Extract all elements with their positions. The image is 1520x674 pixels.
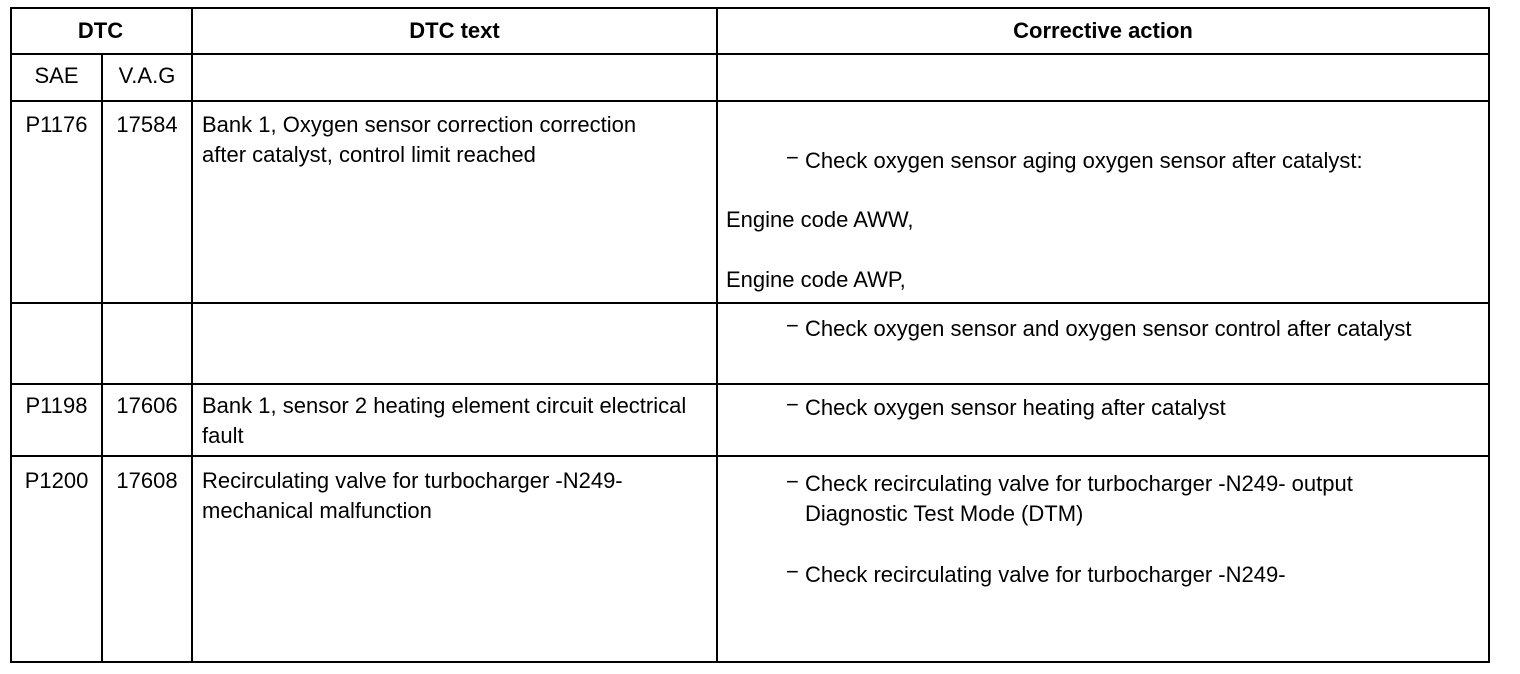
row3-action-1: Check oxygen sensor heating after catalyst: [805, 395, 1226, 420]
row1-sae: P1176: [25, 112, 88, 137]
row-divider: [10, 53, 1490, 55]
row3-vag: 17606: [116, 393, 178, 418]
dash-bullet: −: [786, 392, 799, 417]
dtc-table: [10, 7, 1490, 663]
row4-action-2: Check recirculating valve for turbocharger -N249-: [805, 562, 1286, 587]
header-dtc-text: DTC text: [409, 18, 500, 43]
header-dtc: DTC: [77, 18, 124, 43]
table-border-right: [1488, 7, 1490, 663]
row3-dtc-text: Bank 1, sensor 2 heating element circuit electrical fault: [202, 393, 687, 448]
dash-bullet: −: [786, 313, 799, 338]
row4-action-1: Check recirculating valve for turbocharger -N249- output Diagnostic Test Mode (DTM): [805, 471, 1353, 526]
row2-action-1: Check oxygen sensor and oxygen sensor control after catalyst: [805, 316, 1412, 341]
row4-vag: 17608: [116, 468, 178, 493]
header-corrective-action: Corrective action: [1013, 18, 1193, 43]
row1-action-1: Check oxygen sensor aging oxygen sensor after catalyst:: [805, 148, 1363, 173]
row-divider: [10, 383, 1490, 385]
col-divider: [716, 7, 718, 663]
row4-sae: P1200: [24, 468, 89, 493]
dash-bullet: −: [786, 559, 799, 584]
table-border-bottom: [10, 661, 1490, 663]
dash-bullet: −: [786, 145, 799, 170]
col-divider: [191, 7, 193, 663]
row-divider: [10, 455, 1490, 457]
dash-bullet: −: [786, 469, 799, 494]
row1-vag: 17584: [116, 112, 178, 137]
row4-dtc-text: Recirculating valve for turbocharger -N249- mechanical malfunction: [202, 468, 623, 523]
row1-note-awp: Engine code AWP,: [726, 267, 906, 292]
col-divider: [101, 53, 103, 663]
row1-note-aww: Engine code AWW,: [726, 207, 914, 232]
row3-sae: P1198: [25, 393, 88, 418]
header-sae: SAE: [34, 63, 79, 88]
row1-dtc-text: Bank 1, Oxygen sensor correction correction after catalyst, control limit reached: [202, 112, 637, 167]
row-divider: [10, 302, 1490, 304]
table-border-left: [10, 7, 12, 663]
header-vag: V.A.G: [118, 63, 176, 88]
row-divider: [10, 100, 1490, 102]
